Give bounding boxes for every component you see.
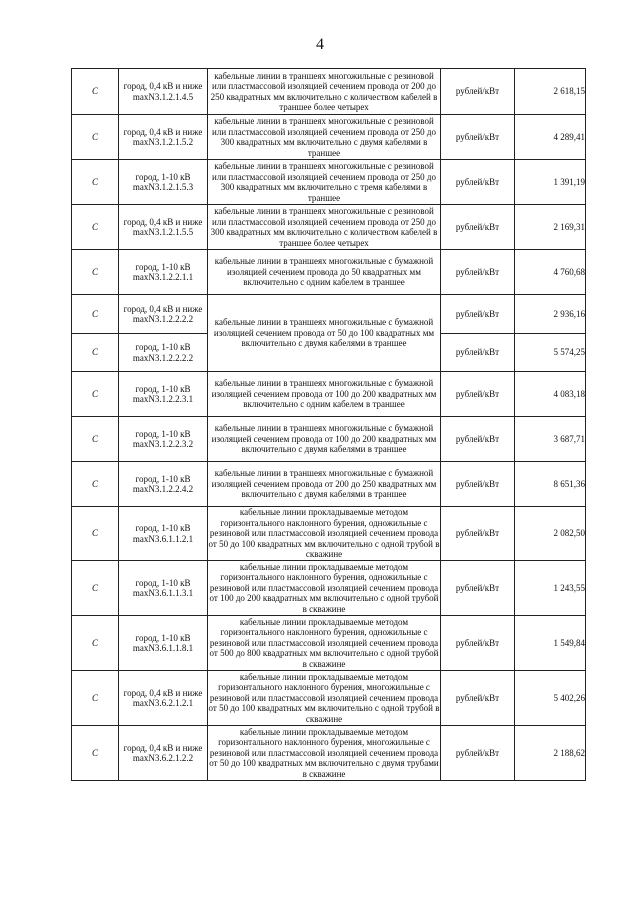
rate-code: город, 1-10 кВ maxN3.1.2.2.3.2 [119,417,208,462]
rate-value: 4 289,41 [515,115,586,160]
rate-symbol: C [72,561,119,616]
rate-value: 1 243,55 [515,561,586,616]
rate-unit: рублей/кВт [441,616,515,671]
table-row [72,561,586,616]
rate-unit: рублей/кВт [441,250,515,295]
table-row [72,160,586,205]
rate-unit: рублей/кВт [441,115,515,160]
rate-description: кабельные линии в траншеях многожильные с резиновой или пластмассовой изоляцией сечением провода от 250 до 300 квадратных мм включительно с двумя кабелями в траншее [208,115,441,160]
table-row [72,726,586,781]
rate-symbol: C [72,205,119,250]
rate-unit: рублей/кВт [441,462,515,507]
table-row [72,507,586,561]
rate-code: город, 0,4 кВ и ниже maxN3.1.2.2.2.2 [119,295,208,334]
rate-code: город, 0,4 кВ и ниже maxN3.1.2.1.4.5 [119,69,208,115]
table-row [72,250,586,295]
table-row [72,417,586,462]
rate-unit: рублей/кВт [441,372,515,417]
rate-value: 3 687,71 [515,417,586,462]
rate-unit: рублей/кВт [441,417,515,462]
rate-unit: рублей/кВт [441,671,515,726]
rate-code: город, 0,4 кВ и ниже maxN3.6.2.1.2.2 [119,726,208,781]
table-row [72,115,586,160]
rate-symbol: C [72,295,119,334]
rate-code: город, 1-10 кВ maxN3.1.2.1.5.3 [119,160,208,205]
rate-symbol: C [72,115,119,160]
rate-unit: рублей/кВт [441,726,515,781]
page-number: 4 [316,36,324,53]
rate-unit: рублей/кВт [441,507,515,561]
rate-value: 2 618,15 [515,69,586,115]
rate-description: кабельные линии в траншеях многожильные с резиновой или пластмассовой изоляцией сечением провода от 250 до 300 квадратных мм включительно с количеством кабелей в траншее более четырех [208,205,441,250]
rate-value: 5 402,26 [515,671,586,726]
rate-symbol: C [72,160,119,205]
rate-unit: рублей/кВт [441,334,515,372]
rate-value: 4 083,18 [515,372,586,417]
rate-symbol: C [72,69,119,115]
rate-value: 2 169,31 [515,205,586,250]
rate-description: кабельные линии в траншеях многожильные с бумажной изоляцией сечением провода от 100 до 200 квадратных мм включительно с двумя кабелями в траншее [208,417,441,462]
rate-description: кабельные линии прокладываемые методом горизонтального наклонного бурения, одножильные с резиновой или пластмассовой изоляцией сечением провода от 50 до 100 квадратных мм включительно с одной трубой в скважине [208,507,440,560]
rate-description: кабельные линии в траншеях многожильные с бумажной изоляцией сечением провода от 100 до 200 квадратных мм включительно с одним кабелем в траншее [208,372,441,417]
rate-description: кабельные линии прокладываемые методом горизонтального наклонного бурения, одножильные с резиновой или пластмассовой изоляцией сечением провода от 100 до 200 квадратных мм включительно с одной трубой в скважине [209,561,439,614]
rate-unit: рублей/кВт [441,205,515,250]
rate-unit: рублей/кВт [441,295,515,334]
rate-value: 5 574,25 [515,334,586,372]
rate-description: кабельные линии прокладываемые методом горизонтального наклонного бурения, одножильные с резиновой или пластмассовой изоляцией сечением провода от 500 до 800 квадратных мм включительно с одной трубой в скважине [209,616,439,669]
rate-value: 8 651,36 [515,462,586,507]
rate-value: 2 936,16 [515,295,586,334]
rate-symbol: C [72,671,119,726]
rate-code: город, 1-10 кВ maxN3.1.2.2.3.1 [119,372,208,417]
rate-code: город, 0,4 кВ и ниже maxN3.6.2.1.2.1 [119,671,208,726]
rate-code: город, 1-10 кВ maxN3.1.2.2.4.2 [119,462,208,507]
rate-code: город, 0,4 кВ и ниже maxN3.1.2.1.5.5 [119,205,208,250]
table-row [72,295,586,334]
tariff-table [71,68,586,781]
rate-symbol: C [72,726,119,781]
rate-value: 2 082,50 [515,507,586,561]
rate-value: 4 760,68 [515,250,586,295]
rate-symbol: C [72,250,119,295]
rate-description: кабельные линии в траншеях многожильные с бумажной изоляцией сечением провода до 50 квадратных мм включительно с одним кабелем в траншее [208,250,441,295]
table-row [72,462,586,507]
rate-description: кабельные линии в траншеях многожильные с бумажной изоляцией сечением провода от 200 до 250 квадратных мм включительно с двумя кабелями в траншее [208,462,441,507]
rate-value: 1 391,19 [515,160,586,205]
table-row [72,69,586,115]
rate-unit: рублей/кВт [441,160,515,205]
table-row [72,671,586,726]
rate-code: город, 0,4 кВ и ниже maxN3.1.2.1.5.2 [119,115,208,160]
rate-code: город, 1-10 кВ maxN3.1.2.2.2.2 [119,334,208,372]
rate-description: кабельные линии в траншеях многожильные с бумажной изоляцией сечением провода от 50 до 100 квадратных мм включительно с двумя кабелями в траншее [208,295,441,372]
rate-symbol: C [72,616,119,671]
table-row [72,372,586,417]
rate-symbol: C [72,417,119,462]
rate-value: 2 188,62 [515,726,586,781]
rate-description: кабельные линии прокладываемые методом горизонтального наклонного бурения, многожильные с резиновой или пластмассовой изоляцией сечением провода от 50 до 100 квадратных мм включительно с одной трубой в скважине [208,671,440,724]
rate-unit: рублей/кВт [441,561,515,616]
rate-symbol: C [72,507,119,561]
rate-description: кабельные линии прокладываемые методом горизонтального наклонного бурения, многожильные с резиновой или пластмассовой изоляцией сечением провода от 50 до 100 квадратных мм включительно с двумя трубами в скважине [209,726,439,779]
rate-description: кабельные линии в траншеях многожильные с резиновой или пластмассовой изоляцией сечением провода от 250 до 300 квадратных мм включительно с тремя кабелями в траншее [208,160,441,205]
rate-code: город, 1-10 кВ maxN3.6.1.1.8.1 [119,616,208,671]
rate-code: город, 1-10 кВ maxN3.6.1.1.2.1 [119,507,208,561]
table-row [72,205,586,250]
rate-symbol: C [72,372,119,417]
rate-description: кабельные линии в траншеях многожильные с резиновой или пластмассовой изоляцией сечением провода от 200 до 250 квадратных мм включительно с количеством кабелей в траншее более четырех [208,69,441,115]
rate-symbol: C [72,462,119,507]
table-row [72,616,586,671]
rate-code: город, 1-10 кВ maxN3.6.1.1.3.1 [119,561,208,616]
rate-code: город, 1-10 кВ maxN3.1.2.2.1.1 [119,250,208,295]
rate-value: 1 549,84 [515,616,586,671]
rate-unit: рублей/кВт [441,69,515,115]
rate-symbol: C [72,334,119,372]
